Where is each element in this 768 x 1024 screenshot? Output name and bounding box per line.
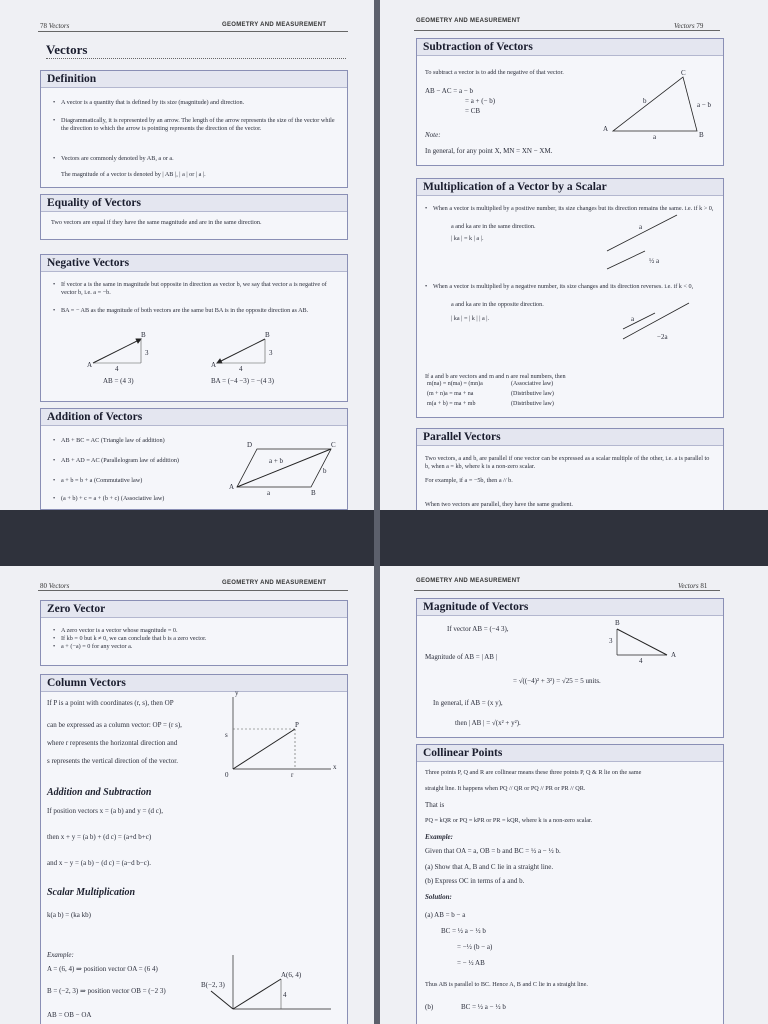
coll-ex-2: (a) Show that A, B and C lie in a straight line. <box>425 863 554 871</box>
column-line-4: s represents the vertical direction of the vector. <box>47 757 179 765</box>
title-rule <box>46 58 346 60</box>
page-number: Vectors 79 <box>674 22 704 30</box>
page-title: Vectors <box>46 42 88 57</box>
coll-line-4: PQ = kQR or PQ = kPR or PR = kQR, where k is a non-zero scalar. <box>425 817 593 824</box>
parallel-heading: Parallel Vectors <box>417 429 723 446</box>
page-78 <box>0 0 374 510</box>
sol-line-4: = − ½ AB <box>457 959 485 967</box>
header-rule <box>38 590 348 591</box>
coll-ex-3: (b) Express OC in terms of a and b. <box>425 877 525 885</box>
example-label: Example: <box>47 951 74 959</box>
point-A-label: A <box>87 361 93 369</box>
equality-heading: Equality of Vectors <box>41 195 347 212</box>
run-4b-label: 4 <box>239 365 243 373</box>
mag-line-3: = √((−4)² + 3²) = √25 = 5 units. <box>513 677 601 685</box>
coll-line-2: straight line. It happens when PQ // QR or PQ // PR or PR // QR. <box>425 785 586 792</box>
addition-bullet-3: • a + b = b + a (Commutative law) <box>61 477 231 485</box>
chapter-label: GEOMETRY AND MEASUREMENT <box>416 578 521 584</box>
note-label: Note: <box>425 131 441 139</box>
scalar-bullet-2a: a and ka are in the opposite direction. <box>451 301 544 308</box>
vector-a2-label: a <box>631 315 635 323</box>
definition-magnitude-note: The magnitude of a vector is denoted by | AB |, | a | or | a |. <box>61 171 206 178</box>
scalar-heading: Multiplication of a Vector by a Scalar <box>417 179 723 196</box>
page-number: 80 Vectors <box>40 582 70 590</box>
rules-intro: If a and b are vectors and m and n are real numbers, then <box>425 373 566 380</box>
subtraction-heading: Subtraction of Vectors <box>417 39 723 56</box>
page-number: Vectors 81 <box>678 582 708 590</box>
vector-a-label: a <box>639 223 643 231</box>
scalar-bullet-1a: a and ka are in the same direction. <box>451 223 536 230</box>
point-C-label: C <box>681 69 686 77</box>
addition-heading: Addition of Vectors <box>41 409 347 426</box>
example-line-1: A = (6, 4) ⇒ position vector OA = (6 4) <box>47 965 158 973</box>
column-line-1: If P is a point with coordinates (r, s), then OP <box>47 699 174 707</box>
equality-text: Two vectors are equal if they have the same magnitude and are in the same direction. <box>51 219 262 226</box>
column-line-2: can be expressed as a column vector: OP = (r s), <box>47 721 182 729</box>
addition-bullet-1: • AB + BC = AC (Triangle law of addition) <box>61 437 231 445</box>
equality-box <box>40 194 348 240</box>
page-80 <box>0 566 374 1024</box>
magnitude-box <box>416 598 724 738</box>
scalar-multiplication-box <box>416 178 724 418</box>
page-number: 78 Vectors <box>40 22 70 30</box>
subtraction-text: To subtract a vector is to add the negative of that vector. <box>425 69 564 76</box>
column-line-3: where r represents the horizontal direction and <box>47 739 178 747</box>
point-A-label: A <box>603 125 609 133</box>
origin-label: 0 <box>225 771 229 779</box>
minus-2a-label: −2a <box>657 333 668 341</box>
scalar-bullet-2: • When a vector is multiplied by a negative number, its size changes and its direction reverses. i.e. if k < 0, <box>433 283 717 291</box>
parallel-example: For example, if a = −5b, then a // b. <box>425 477 513 484</box>
zero-bullet-1: • A zero vector is a vector whose magnitude = 0. <box>61 627 341 635</box>
coll-line-1: Three points P, Q and R are collinear means these three points P, Q & R lie on the same <box>425 769 642 776</box>
b-label: b <box>643 97 647 105</box>
point-A2-label: A <box>211 361 217 369</box>
page-79 <box>380 0 768 510</box>
scalar-bullet-2b: | ka | = | k | | a |. <box>451 315 490 322</box>
half-a-label: ½ a <box>649 257 660 265</box>
sol-line-3: = −½ (b − a) <box>457 943 493 951</box>
magnitude-diagram <box>417 599 723 737</box>
run-4-label: 4 <box>639 657 643 665</box>
sub-line-1: AB − AC = a − b <box>425 87 474 95</box>
rule-2-name: (Distributive law) <box>511 391 554 397</box>
rise-3b-label: 3 <box>269 349 273 357</box>
point-A-label: A <box>671 651 677 659</box>
definition-bullet-2: • Diagrammatically, it is represented by an arrow. The length of the arrow represents the size of the vector while the direction to which the arrow is pointing represents the direction of the vector. <box>61 117 341 133</box>
BA-column-eq: BA = (−4 −3) = −(4 3) <box>211 377 274 385</box>
definition-heading: Definition <box>41 71 347 88</box>
addition-box <box>40 408 348 510</box>
y-axis-label: y <box>235 689 239 697</box>
scalar-bullet-1: • When a vector is multiplied by a positive number, its size changes but its direction remains the same. i.e. if k > 0, <box>433 205 717 213</box>
b-label: b <box>323 467 327 475</box>
addition-bullet-2: • AB + AD = AC (Parallelogram law of addition) <box>61 457 231 465</box>
scalar-mult-title: Scalar Multiplication <box>47 887 136 898</box>
rise-3-label: 3 <box>609 637 613 645</box>
point-B-label: B <box>141 331 146 339</box>
zero-heading: Zero Vector <box>41 601 347 618</box>
a-minus-b-label: a − b <box>697 101 712 109</box>
addsub-line-2: then x + y = (a b) + (d c) = (a+d b+c) <box>47 833 152 841</box>
addition-subtraction-title: Addition and Subtraction <box>47 787 152 798</box>
coll-example-label: Example: <box>425 833 453 841</box>
a-plus-b-label: a + b <box>269 457 284 465</box>
coll-that-is: That is <box>425 801 445 809</box>
parallelogram-diagram <box>41 409 347 509</box>
addsub-line-1: If position vectors x = (a b) and y = (d c), <box>47 807 163 815</box>
x-axis-label: x <box>333 763 337 771</box>
zero-bullet-2: • If kb = 0 but k ≠ 0, we can conclude that b is a zero vector. <box>61 635 341 643</box>
a-label: a <box>653 133 657 141</box>
coll-ex-1: Given that OA = a, OB = b and BC = ½ a − ½ b. <box>425 847 561 855</box>
chapter-label: GEOMETRY AND MEASUREMENT <box>222 22 327 28</box>
point-P-label: P <box>295 721 299 729</box>
subtraction-box <box>416 38 724 166</box>
rule-2: (m + n)a = ma + na <box>427 391 474 397</box>
r-label: r <box>291 771 294 779</box>
chapter-label: GEOMETRY AND MEASUREMENT <box>222 580 327 586</box>
negative-bullet-1: • If vector a is the same in magnitude but opposite in direction as vector b, we say that vector a is negative of vector b, i.e. a = −b. <box>61 281 341 297</box>
page-81 <box>380 566 768 1024</box>
run-4-label: 4 <box>115 365 119 373</box>
point-A3-label: A <box>229 483 235 491</box>
height-4-label: 4 <box>283 991 287 999</box>
sol-line-2: BC = ½ a − ½ b <box>441 927 486 935</box>
negative-bullet-2: • BA = − AB as the magnitude of both vectors are the same but BA is in the opposite direction as AB. <box>61 307 341 315</box>
parallel-gradient: When two vectors are parallel, they have the same gradient. <box>425 501 573 508</box>
example-line-3: AB = OB − OA <box>47 1011 92 1019</box>
column-vectors-box <box>40 674 348 1024</box>
negative-heading: Negative Vectors <box>41 255 347 272</box>
negative-vectors-box <box>40 254 348 402</box>
sol-part-b: (b) <box>425 1003 434 1011</box>
scalar-mult-formula: k(a b) = (ka kb) <box>47 911 91 919</box>
mag-line-4: In general, if AB = (x y), <box>433 699 503 707</box>
parallel-vectors-box <box>416 428 724 510</box>
column-heading: Column Vectors <box>41 675 347 692</box>
header-rule <box>414 30 720 31</box>
zero-bullet-3: • a + (−a) = 0 for any vector a. <box>61 643 341 651</box>
point-B-label: B <box>615 619 620 627</box>
mag-line-2: Magnitude of AB = | AB | <box>425 653 498 661</box>
A64-label: A(6, 4) <box>281 971 302 979</box>
definition-bullet-1: • A vector is a quantity that is defined by its size (magnitude) and direction. <box>61 99 341 107</box>
addition-bullet-4: • (a + b) + c = a + (b + c) (Associative law) <box>61 495 251 503</box>
sub-line-2: = a + (− b) <box>465 97 496 105</box>
rule-1: m(na) = n(ma) = (mn)a <box>427 381 483 387</box>
mag-line-5: then | AB | = √(x² + y²). <box>455 719 521 727</box>
chapter-label: GEOMETRY AND MEASUREMENT <box>416 18 521 24</box>
zero-vector-box <box>40 600 348 666</box>
AB-column-eq: AB = (4 3) <box>103 377 134 385</box>
B-23-label: B(−2, 3) <box>201 981 225 989</box>
point-B-label: B <box>699 131 704 139</box>
general-rule: In general, for any point X, MN = XN − XM. <box>425 147 553 155</box>
header-rule <box>414 590 720 591</box>
definition-box <box>40 70 348 188</box>
rule-1-name: (Associative law) <box>511 381 554 387</box>
example-line-2: B = (−2, 3) ⇒ position vector OB = (−2 3) <box>47 987 166 995</box>
negative-vectors-diagram <box>41 255 347 401</box>
header-rule <box>38 31 348 32</box>
sol-line-1: (a) AB = b − a <box>425 911 466 919</box>
rule-3-name: (Distributive law) <box>511 401 554 407</box>
sol-line-7: BC = ½ a − ½ b <box>461 1003 506 1011</box>
point-C-label: C <box>331 441 336 449</box>
page-gap <box>0 510 768 566</box>
rise-3-label: 3 <box>145 349 149 357</box>
parallel-text: Two vectors, a and b, are parallel if one vector can be expressed as a scalar multiple of the other, i.e. a is parallel to b, when a = kb, where k is a non-zero scalar. <box>425 455 710 470</box>
sol-line-5: Thus AB is parallel to BC. Hence A, B and C lie in a straight line. <box>425 981 588 988</box>
point-D-label: D <box>247 441 253 449</box>
definition-bullet-3: • Vectors are commonly denoted by AB, a or a. <box>61 155 341 163</box>
mag-line-1: If vector AB = (−4 3), <box>447 625 509 633</box>
collinear-heading: Collinear Points <box>417 745 723 762</box>
collinear-box <box>416 744 724 1024</box>
sub-line-3: = CB <box>465 107 481 115</box>
s-label: s <box>225 731 228 739</box>
a-label: a <box>267 489 271 497</box>
scalar-bullet-1b: | ka | = k | a |. <box>451 235 484 242</box>
magnitude-heading: Magnitude of Vectors <box>417 599 723 616</box>
point-B2-label: B <box>265 331 270 339</box>
rule-3: m(a + b) = ma + mb <box>427 401 476 407</box>
solution-label: Solution: <box>425 893 452 901</box>
addsub-line-3: and x − y = (a b) − (d c) = (a−d b−c). <box>47 859 151 867</box>
point-B3-label: B <box>311 489 316 497</box>
